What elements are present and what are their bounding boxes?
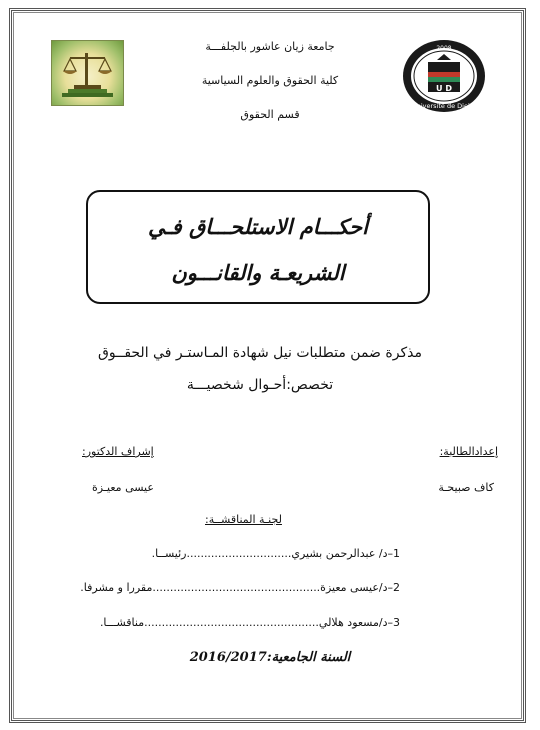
- memo-specialty: تخصص:أحـوال شخصيـــة: [186, 377, 334, 393]
- university-logo: [401, 38, 487, 114]
- university-logo-letters: U D: [436, 84, 452, 93]
- committee-member-2: 2–د/عيسى معيزة................................................مقررا و مشرفا.: [80, 581, 400, 594]
- title-line-1: أحكـــام الاستلحـــاق فـي: [148, 214, 368, 239]
- supervisor-name: عيسى معيـزة: [92, 481, 154, 494]
- university-logo-text: Université de Djelfa: [411, 102, 477, 110]
- university-name: جامعة زيان عاشور بالجلفـــة: [205, 40, 335, 53]
- prepared-by-label: إعدادالطالبة:: [439, 445, 498, 458]
- faculty-name: كلية الحقوق والعلوم السياسية: [201, 74, 339, 87]
- university-logo-year: 2008: [436, 45, 452, 52]
- academic-year: السنة الجامعية:2016/2017: [189, 650, 351, 665]
- supervised-by-label-text: إشراف الدكتور:: [82, 445, 154, 458]
- committee-member-3: 3–د/مسعود هلالي..................................................مناقشـــا.: [99, 616, 400, 629]
- student-name: كاف صبيحـة: [438, 481, 494, 494]
- supervised-by-label: [82, 445, 154, 458]
- committee-member-1: 1–د/ عبدالرحمن بشيري..............................رئيســا.: [151, 547, 400, 560]
- memo-line-1: مذكرة ضمن متطلبات نيل شهادة المـاستـر في الحقــوق: [98, 345, 422, 361]
- title-line-2: الشريعـة والقانـــون: [171, 260, 345, 285]
- department-name: قسم الحقوق: [240, 108, 300, 121]
- faculty-logo: [51, 40, 124, 106]
- committee-label: لجنـة المناقشــة:: [205, 513, 282, 526]
- title-box: [86, 190, 430, 304]
- scales-of-justice-icon: [52, 41, 123, 105]
